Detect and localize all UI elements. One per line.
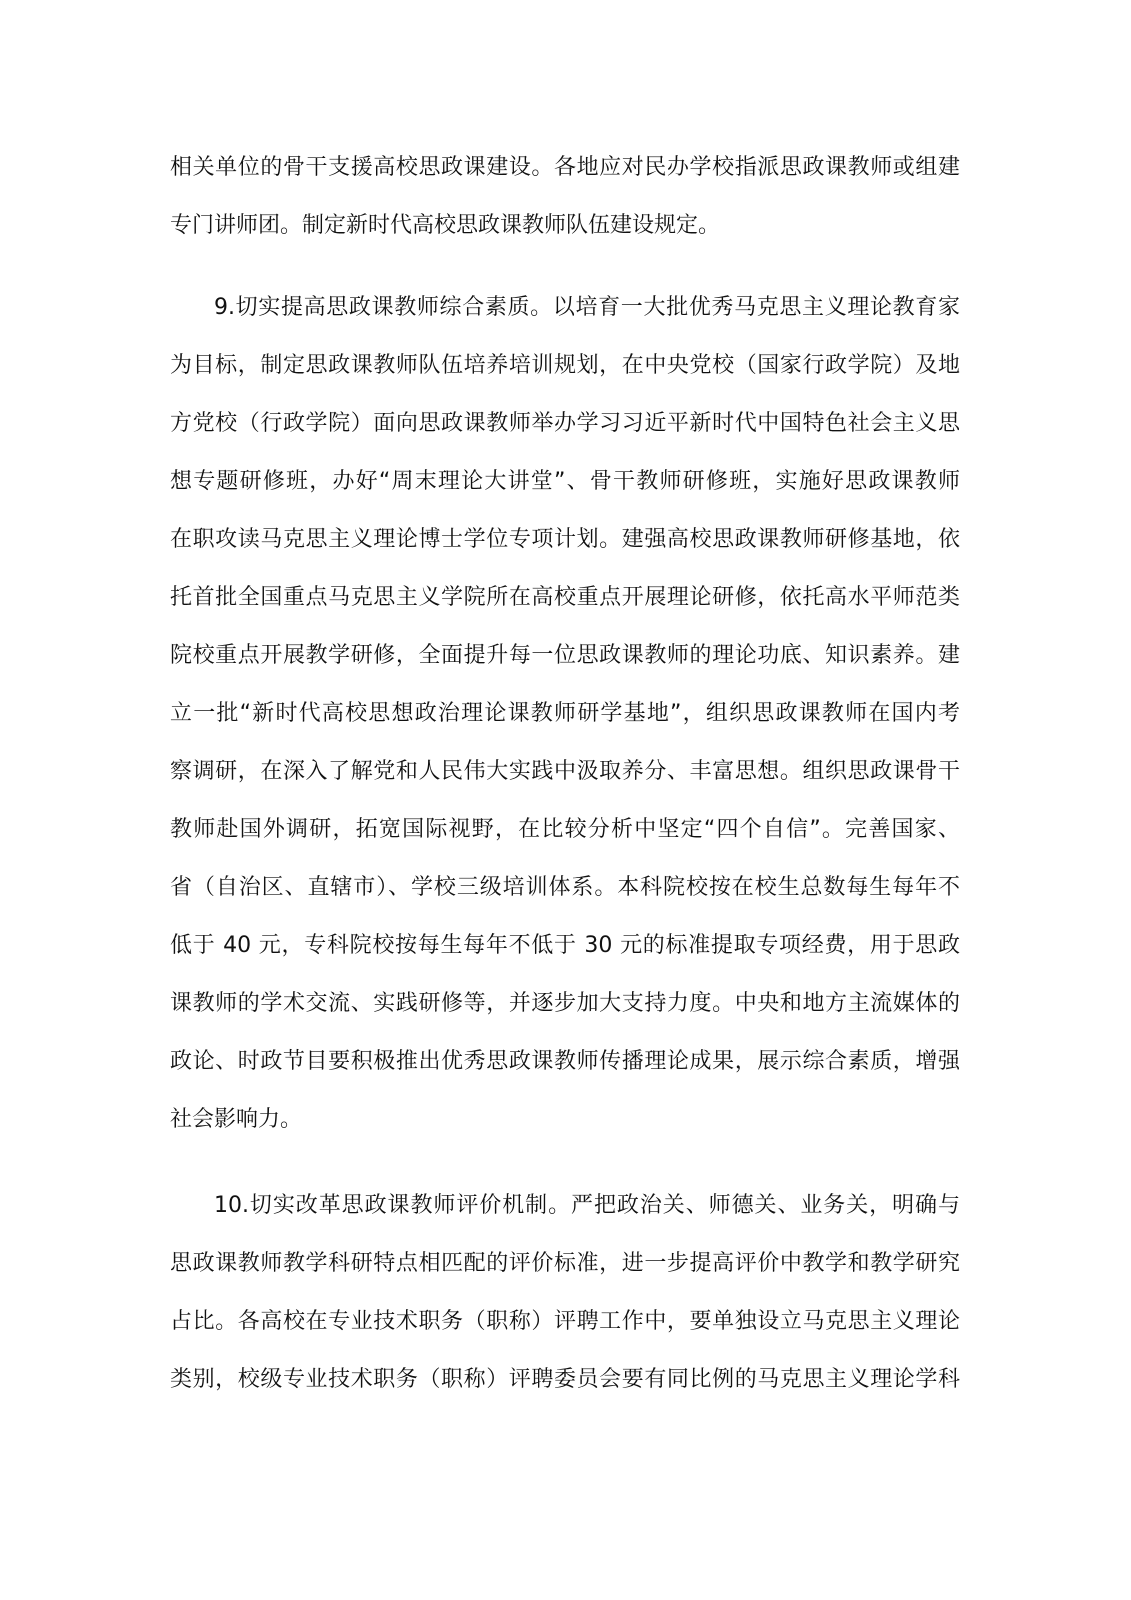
paragraph-line: 方党校（行政学院）面向思政课教师举办学习习近平新时代中国特色社会主义思 bbox=[170, 411, 960, 436]
paragraph-line: 院校重点开展教学研修，全面提升每一位思政课教师的理论功底、知识素养。建 bbox=[170, 643, 960, 668]
paragraph-line: 课教师的学术交流、实践研修等，并逐步加大支持力度。中央和地方主流媒体的 bbox=[170, 991, 960, 1016]
paragraph-line: 托首批全国重点马克思主义学院所在高校重点开展理论研修，依托高水平师范类 bbox=[170, 585, 960, 610]
paragraph-line: 相关单位的骨干支援高校思政课建设。各地应对民办学校指派思政课教师或组建 bbox=[170, 155, 960, 180]
paragraph-line: 10.切实改革思政课教师评价机制。严把政治关、师德关、业务关，明确与 bbox=[214, 1193, 960, 1218]
paragraph-line: 9.切实提高思政课教师综合素质。以培育一大批优秀马克思主义理论教育家 bbox=[214, 295, 960, 320]
paragraph-line: 立一批“新时代高校思想政治理论课教师研学基地”，组织思政课教师在国内考 bbox=[170, 701, 960, 726]
paragraph-line: 政论、时政节目要积极推出优秀思政课教师传播理论成果，展示综合素质，增强 bbox=[170, 1049, 960, 1074]
paragraph-line: 省（自治区、直辖市）、学校三级培训体系。本科院校按在校生总数每生每年不 bbox=[170, 875, 960, 900]
paragraph-line: 想专题研修班，办好“周末理论大讲堂”、骨干教师研修班，实施好思政课教师 bbox=[170, 469, 960, 494]
paragraph-line: 类别，校级专业技术职务（职称）评聘委员会要有同比例的马克思主义理论学科 bbox=[170, 1367, 960, 1392]
paragraph-line: 教师赴国外调研，拓宽国际视野，在比较分析中坚定“四个自信”。完善国家、 bbox=[170, 817, 960, 842]
paragraph-line: 社会影响力。 bbox=[170, 1107, 303, 1132]
paragraph-line: 思政课教师教学科研特点相匹配的评价标准，进一步提高评价中教学和教学研究 bbox=[170, 1251, 960, 1276]
paragraph-continued bbox=[170, 139, 960, 255]
paragraph-line: 专门讲师团。制定新时代高校思政课教师队伍建设规定。 bbox=[170, 213, 721, 238]
paragraph-line: 为目标，制定思政课教师队伍培养培训规划，在中央党校（国家行政学院）及地 bbox=[170, 353, 960, 378]
paragraph-line: 在职攻读马克思主义理论博士学位专项计划。建强高校思政课教师研修基地，依 bbox=[170, 527, 960, 552]
paragraph-line: 察调研，在深入了解党和人民伟大实践中汲取养分、丰富思想。组织思政课骨干 bbox=[170, 759, 960, 784]
paragraph-line: 占比。各高校在专业技术职务（职称）评聘工作中，要单独设立马克思主义理论 bbox=[170, 1309, 960, 1334]
paragraph-line: 低于 40 元，专科院校按每生每年不低于 30 元的标准提取专项经费，用于思政 bbox=[170, 933, 960, 958]
paragraph-item-10 bbox=[170, 1177, 960, 1409]
paragraph-item-9 bbox=[170, 279, 960, 1149]
